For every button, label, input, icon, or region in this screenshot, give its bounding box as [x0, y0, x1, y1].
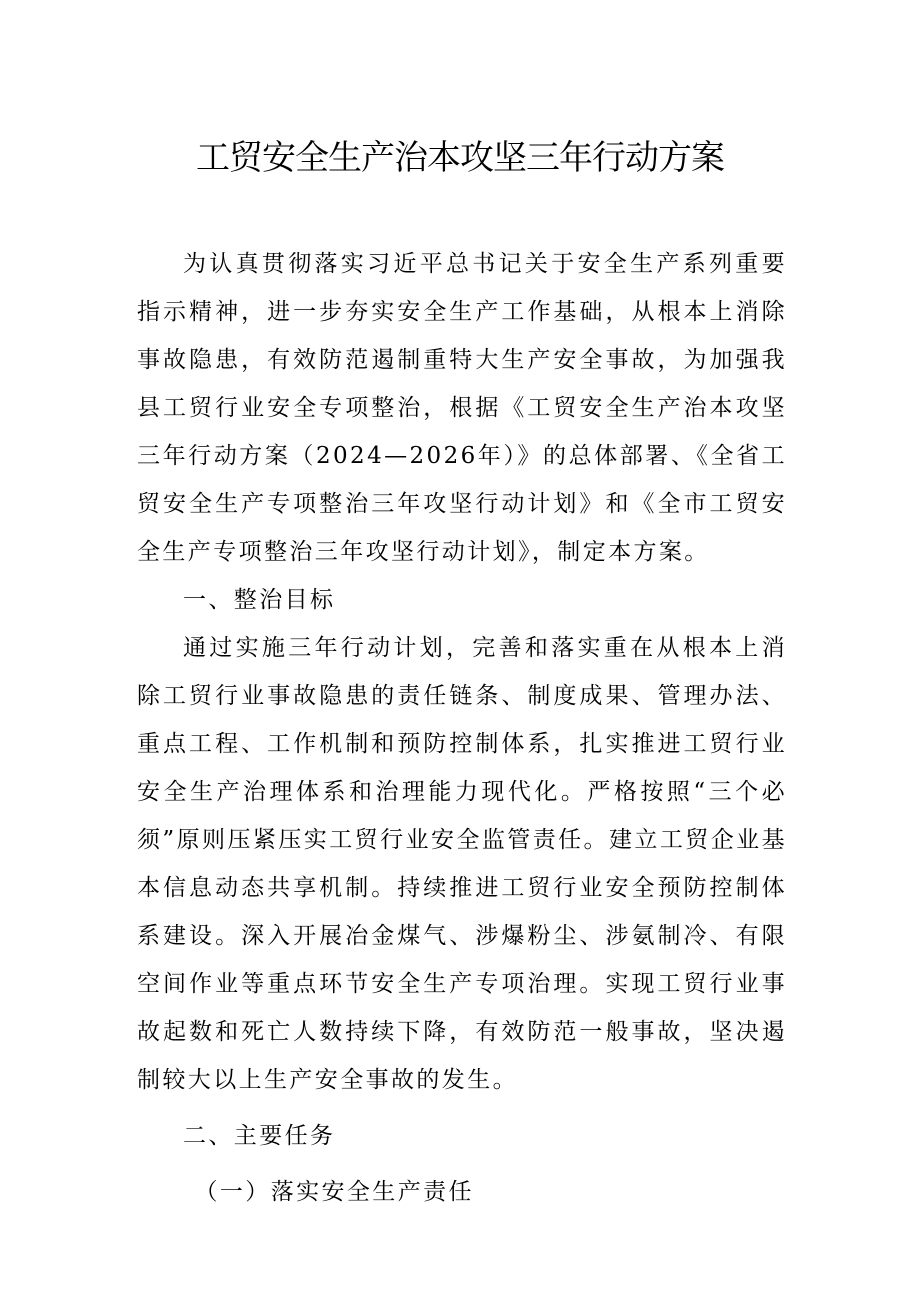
section-heading-goals: 一、整治目标: [183, 587, 336, 613]
intro-paragraph: 为认真贯彻落实习近平总书记关于安全生产系列重要指示精神，进一步夯实安全生产工作基础，从根本上消除事故隐患，有效防范遏制重特大生产安全事故，为加强我县工贸行业安全专项整治，根据《工贸安全生产治本攻坚三年行动方案（2024—2026年）》的总体部署、《全省工贸安全生产专项整治三年攻坚行动计划》和《全市工贸安全生产专项整治三年攻坚行动计划》，制定本方案。: [137, 251, 787, 565]
subsection-heading-responsibility: （一）落实安全生产责任: [194, 1179, 474, 1205]
goals-paragraph: 通过实施三年行动计划，完善和落实重在从根本上消除工贸行业事故隐患的责任链条、制度成果、管理办法、重点工程、工作机制和预防控制体系，扎实推进工贸行业安全生产治理体系和治理能力现代化。严格按照“三个必须”原则压紧压实工贸行业安全监管责任。建立工贸企业基本信息动态共享机制。持续推进工贸行业安全预防控制体系建设。深入开展冶金煤气、涉爆粉尘、涉氨制冷、有限空间作业等重点环节安全生产专项治理。实现工贸行业事故起数和死亡人数持续下降，有效防范一般事故，坚决遏制较大以上生产安全事故的发生。: [137, 635, 787, 1093]
section-heading-tasks: 二、主要任务: [183, 1123, 336, 1149]
document-body: [137, 240, 787, 1216]
document-title: 工贸安全生产治本攻坚三年行动方案: [196, 138, 724, 178]
